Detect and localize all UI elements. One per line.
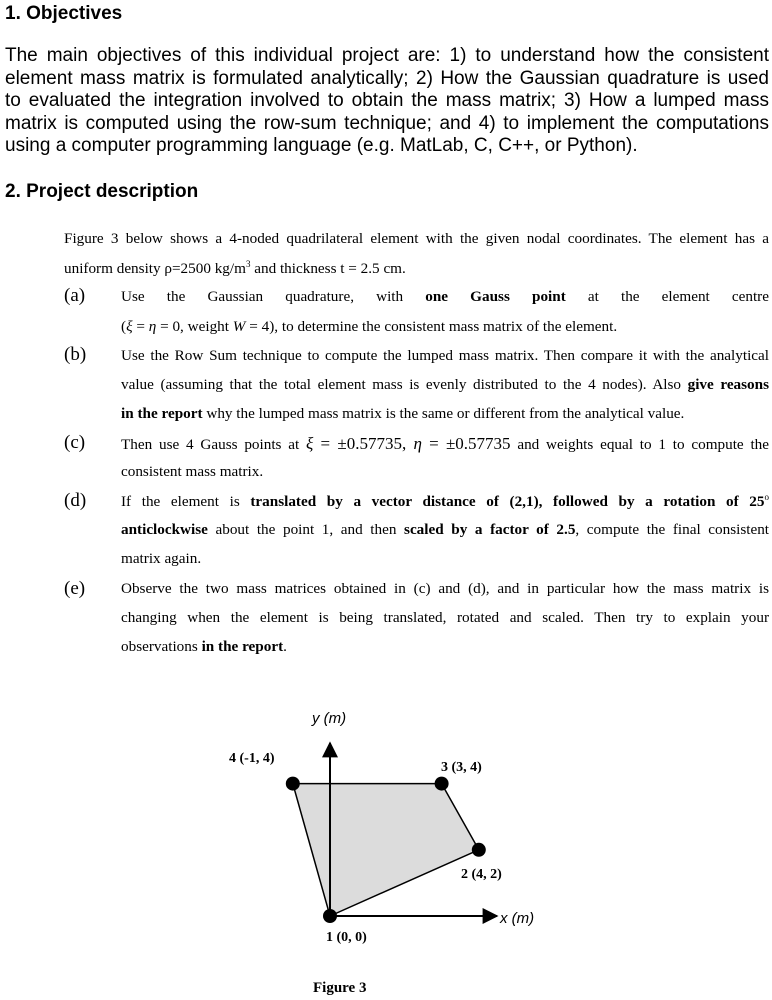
item-c-label: (c) [64,432,86,453]
objectives-line: element mass matrix is formulated analytically; 2) How the Gaussian quadrature is used [5,67,769,89]
figure-3 [0,700,772,1000]
item-d-line-1: If the element is translated by a vector distance of (2,1), followed by a rotation of 25$^o$ [121,492,769,511]
item-e-line-1: Observe the two mass matrices obtained in (c) and (d), and in particular how the mass matrix is [121,580,769,597]
item-e-line-2: changing when the element is being translated, rotated and scaled. Then try to explain your [121,609,769,626]
node-3-marker [435,777,449,791]
item-b-label: (b) [64,344,87,365]
node-1-marker [323,909,337,923]
objectives-line: matrix is computed using the row-sum technique; and 4) to implement the computations [5,112,769,134]
node-4-marker [286,777,300,791]
node-label-4: 4 (-1, 4) [229,751,275,766]
intro-line-2: uniform density ρ=2500 $kg/m^3$ and thickness t = 2.5 cm. [64,259,406,278]
node-label-3: 3 (3, 4) [441,760,482,775]
objectives-line: The main objectives of this individual project are: 1) to understand how the consistent [5,45,769,66]
item-b-line-1: Use the Row Sum technique to compute the lumped mass matrix. Then compare it with the analytical [121,347,769,364]
objectives-paragraph [5,45,769,158]
quadrilateral-element [293,784,479,916]
item-d-line-2: anticlockwise about the point 1, and then scaled by a factor of 2.5, compute the final consistent [121,521,770,538]
x-axis-label: x (m) [500,910,535,927]
item-a-line-2: (ξ = η = 0, weight W = 4), to determine the consistent mass matrix of the element. [121,318,618,335]
item-d-label: (d) [64,490,87,511]
intro-line-1: Figure 3 below shows a 4-noded quadrilateral element with the given nodal coordinates. The element has a [64,230,769,247]
item-c-line-2: consistent mass matrix. [121,463,264,480]
node-2-marker [472,843,486,857]
item-a-label: (a) [64,285,86,306]
item-b-line-2: value (assuming that the total element mass is evenly distributed to the 4 nodes). Also give reasons [121,376,770,393]
objectives-line: to evaluated the integration involved to obtain the mass matrix; 3) How a lumped mass [5,90,769,112]
y-axis-label: y (m) [312,710,347,727]
description-heading: 2. Project description [5,181,199,202]
item-c-line-1: Then use 4 Gauss points at ξ = ±0.57735, η = ±0.57735 and weights equal to 1 to compute the [121,434,770,453]
objectives-heading: 1. Objectives [5,3,123,24]
figure-caption: Figure 3 [313,980,367,996]
objectives-line: using a computer programming language (e.g. MatLab, C, C++, or Python). [5,135,638,157]
item-d-line-3: matrix again. [121,550,202,567]
item-b-line-3: in the report why the lumped mass matrix is the same or different from the analytical value. [121,405,685,422]
node-label-2: 2 (4, 2) [461,867,502,882]
node-label-1: 1 (0, 0) [326,930,367,945]
item-a-line-1: Use the Gaussian quadrature, with one Gauss point at the element centre [121,288,769,305]
item-e-line-3: observations in the report. [121,638,287,655]
item-e-label: (e) [64,578,86,599]
